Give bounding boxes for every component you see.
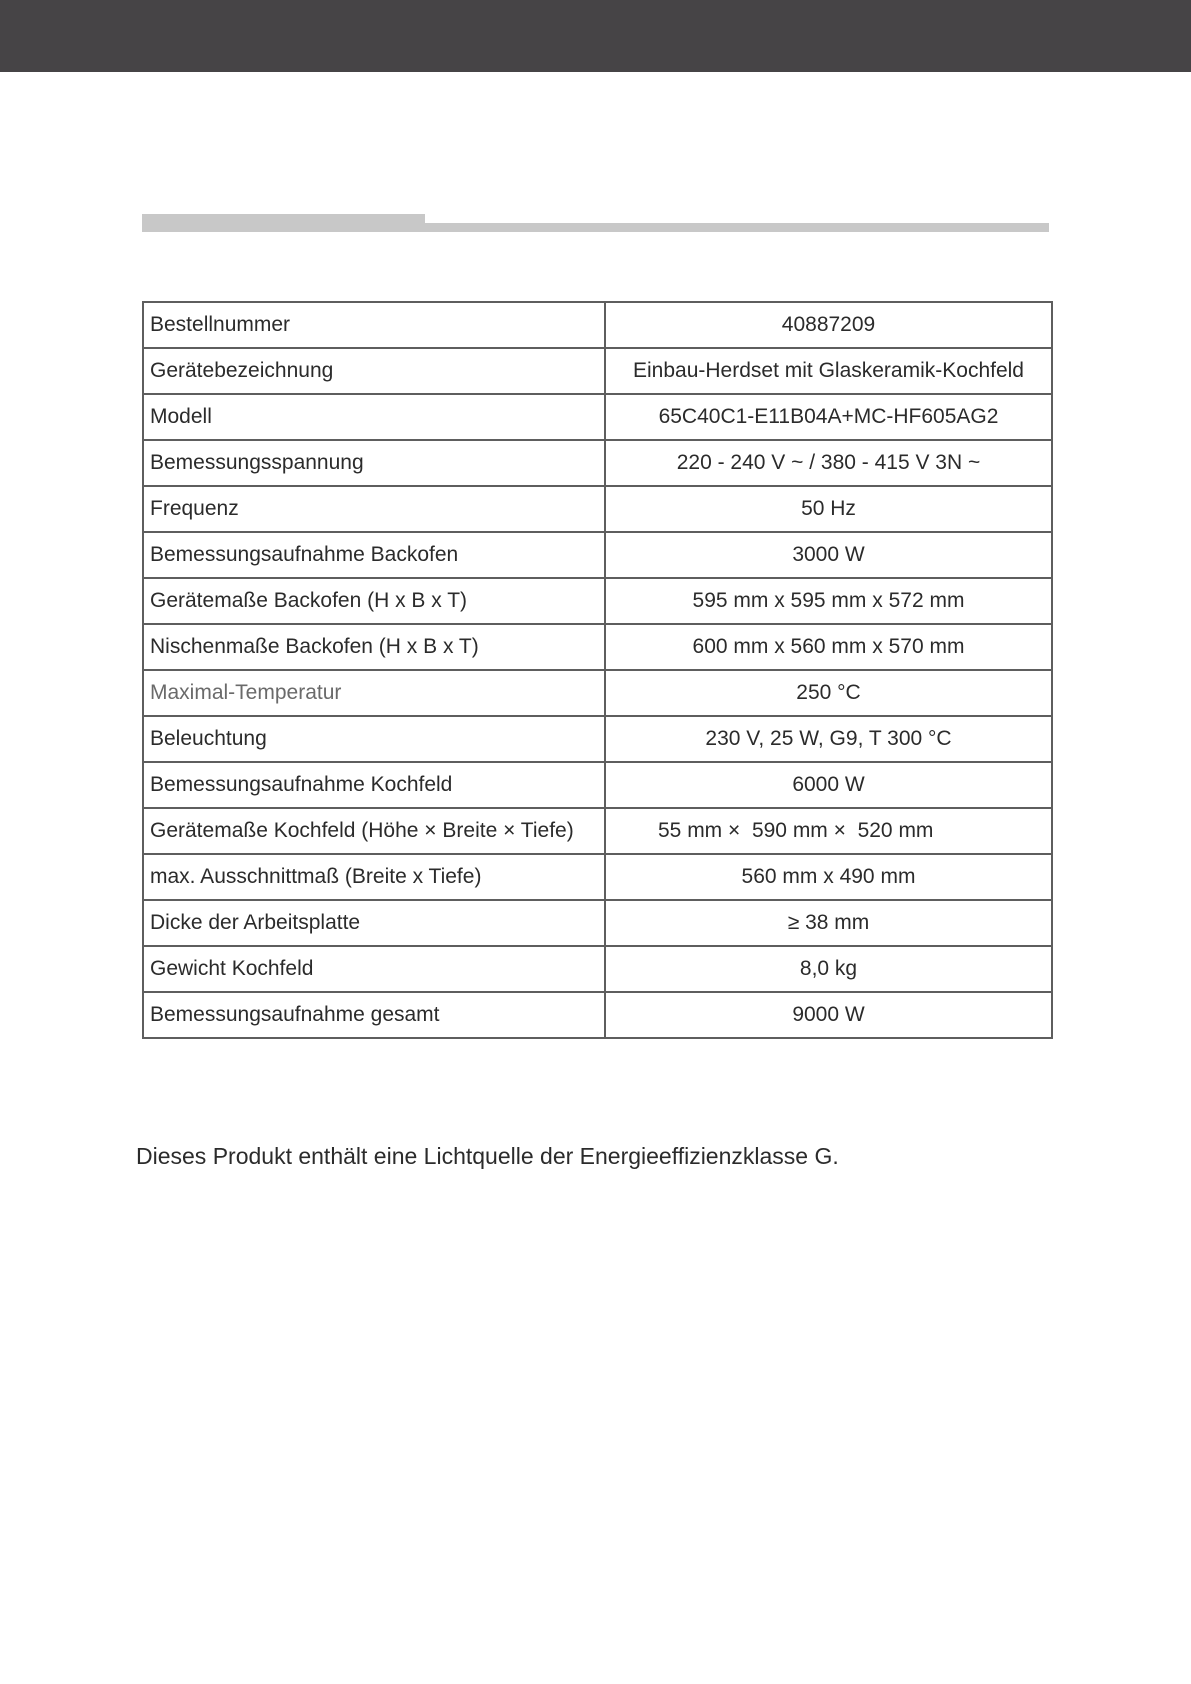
spec-value: Einbau-Herdset mit Glaskeramik-Kochfeld (605, 348, 1052, 394)
spec-label: Nischenmaße Backofen (H x B x T) (143, 624, 605, 670)
spec-value: ≥ 38 mm (605, 900, 1052, 946)
spec-value: 3000 W (605, 532, 1052, 578)
section-divider-tab (142, 214, 425, 232)
table-row (143, 854, 1052, 900)
table-row (143, 900, 1052, 946)
spec-label: Gewicht Kochfeld (143, 946, 605, 992)
spec-label: Modell (143, 394, 605, 440)
spec-value: 65C40C1-E11B04A+MC-HF605AG2 (605, 394, 1052, 440)
table-row (143, 762, 1052, 808)
spec-value: 220 - 240 V ~ / 380 - 415 V 3N ~ (605, 440, 1052, 486)
header-bar (0, 0, 1191, 72)
spec-label: Frequenz (143, 486, 605, 532)
spec-label: Gerätemaße Kochfeld (Höhe × Breite × Tiefe) (143, 808, 605, 854)
spec-label: Bemessungsspannung (143, 440, 605, 486)
spec-value: 40887209 (605, 302, 1052, 348)
spec-label: Bestellnummer (143, 302, 605, 348)
specification-table (142, 301, 1053, 1039)
spec-label: Bemessungsaufnahme gesamt (143, 992, 605, 1038)
table-row (143, 578, 1052, 624)
spec-label: max. Ausschnittmaß (Breite x Tiefe) (143, 854, 605, 900)
spec-value: 230 V, 25 W, G9, T 300 °C (605, 716, 1052, 762)
table-row (143, 486, 1052, 532)
section-divider (142, 214, 1049, 232)
spec-value: 55 mm × 590 mm × 520 mm (605, 808, 1052, 854)
table-row (143, 440, 1052, 486)
spec-value: 600 mm x 560 mm x 570 mm (605, 624, 1052, 670)
table-row (143, 808, 1052, 854)
section-divider-line (425, 223, 1049, 232)
spec-label: Bemessungsaufnahme Backofen (143, 532, 605, 578)
spec-value: 8,0 kg (605, 946, 1052, 992)
spec-value: 50 Hz (605, 486, 1052, 532)
table-row (143, 394, 1052, 440)
spec-label: Beleuchtung (143, 716, 605, 762)
table-row (143, 348, 1052, 394)
table-row (143, 992, 1052, 1038)
table-row (143, 624, 1052, 670)
spec-label: Gerätemaße Backofen (H x B x T) (143, 578, 605, 624)
table-row (143, 716, 1052, 762)
spec-value: 595 mm x 595 mm x 572 mm (605, 578, 1052, 624)
spec-label: Maximal-Temperatur (143, 670, 605, 716)
spec-value: 9000 W (605, 992, 1052, 1038)
table-row (143, 670, 1052, 716)
spec-label: Gerätebezeichnung (143, 348, 605, 394)
table-row (143, 302, 1052, 348)
table-row (143, 946, 1052, 992)
spec-value: 250 °C (605, 670, 1052, 716)
spec-label: Bemessungsaufnahme Kochfeld (143, 762, 605, 808)
spec-label: Dicke der Arbeitsplatte (143, 900, 605, 946)
energy-class-note: Dieses Produkt enthält eine Lichtquelle der Energieeffizienzklasse G. (136, 1143, 839, 1169)
table-row (143, 532, 1052, 578)
spec-value: 6000 W (605, 762, 1052, 808)
spec-value: 560 mm x 490 mm (605, 854, 1052, 900)
